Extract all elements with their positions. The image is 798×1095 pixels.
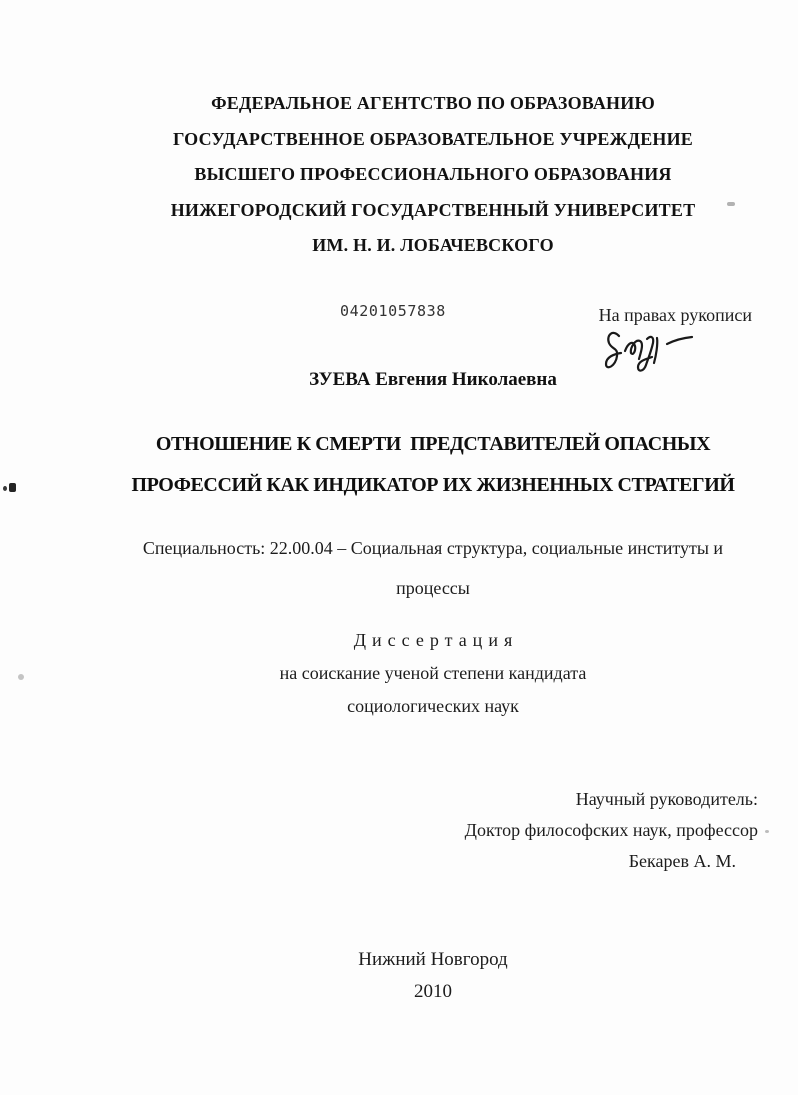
thesis-field-line: социологических наук [347, 696, 519, 716]
dissertation-title [70, 424, 796, 506]
author-name: ЗУЕВА Евгения Николаевна [309, 369, 557, 390]
header-line-education: ВЫСШЕГО ПРОФЕССИОНАЛЬНОГО ОБРАЗОВАНИЯ [194, 164, 672, 184]
specialty-line-1: Специальность: 22.00.04 – Социальная структура, социальные институты и [142, 538, 724, 558]
city: Нижний Новгород [358, 949, 508, 970]
scan-artifact [727, 202, 735, 206]
scan-artifact [9, 483, 16, 492]
title-line-1: ОТНОШЕНИЕ К СМЕРТИ ПРЕДСТАВИТЕЛЕЙ ОПАСНЫХ [155, 433, 711, 455]
header-line-institution: ГОСУДАРСТВЕННОЕ ОБРАЗОВАТЕЛЬНОЕ УЧРЕЖДЕНИЕ [172, 128, 694, 149]
thesis-degree-line: на соискание ученой степени кандидата [279, 663, 587, 683]
header-line-agency: ФЕДЕРАЛЬНОЕ АГЕНТСТВО ПО ОБРАЗОВАНИЮ [211, 93, 655, 113]
supervisor-degree: Доктор философских наук, профессор [464, 820, 758, 840]
supervisor-label: Научный руководитель: [575, 789, 758, 809]
registration-stamp-number: 04201057838 [340, 302, 446, 320]
title-line-2: ПРОФЕССИЙ КАК ИНДИКАТОР ИХ ЖИЗНЕННЫХ СТРАТЕГИЙ [131, 474, 735, 496]
scan-artifact [18, 674, 24, 680]
header-line-university: НИЖЕГОРОДСКИЙ ГОСУДАРСТВЕННЫЙ УНИВЕРСИТЕТ [170, 199, 696, 220]
scan-artifact [3, 486, 7, 491]
imprint-block [104, 944, 762, 1008]
manuscript-rights-note: На правах рукописи [598, 305, 752, 325]
thesis-type-block [104, 624, 762, 723]
year: 2010 [414, 981, 452, 1002]
header-line-named-after: ИМ. Н. И. ЛОБАЧЕВСКОГО [312, 235, 554, 255]
specialty-block [104, 528, 762, 608]
scan-artifact [765, 830, 769, 833]
thesis-word: Диссертация [353, 630, 519, 650]
institution-header [104, 86, 762, 264]
specialty-line-2: процессы [396, 578, 470, 598]
supervisor-block [338, 784, 758, 877]
supervisor-name: Бекарев А. М. [628, 851, 736, 871]
